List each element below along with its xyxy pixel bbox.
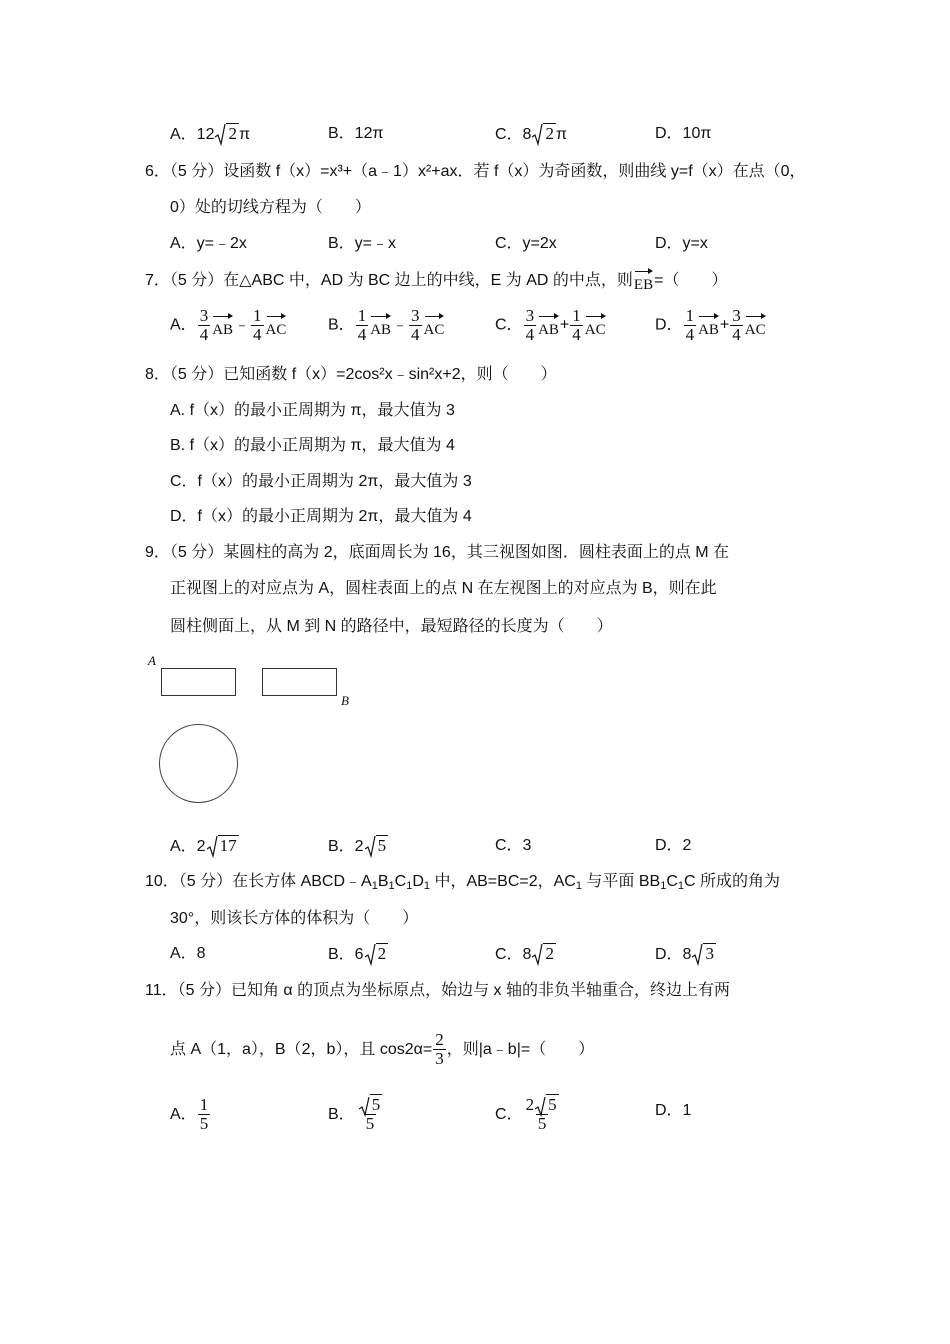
vector-ac: AC [266, 313, 287, 341]
q6-option-a: A．y=﹣2x [170, 235, 247, 252]
q10-stem-line1: 10．（5 分）在长方体 $ABCD﹣A_1B_1C_1D_1$ 中，AB=BC=2，$AC_1$ 与平面 $BB_1C_1C$ 所成的角为 [145, 873, 781, 892]
q6-option-b: B．y=﹣x [328, 235, 397, 252]
q8-option-c: C．f（x）的最小正周期为 2π，最大值为 3 [170, 473, 472, 490]
vector-ac: AC [745, 313, 766, 341]
sqrt-sign: 5 [535, 1096, 559, 1114]
q8-option-a: A. f（x）的最小正周期为 π，最大值为 3 [170, 402, 455, 419]
q11-option-a: A． $\frac{1}{5}$ [170, 1095, 209, 1134]
q5-option-a: A．12 2 π [170, 123, 250, 146]
vector-ac: AC [424, 313, 445, 341]
q11-option-d: D．1 [655, 1102, 692, 1119]
fraction: 2 5 5 [525, 1095, 557, 1134]
q9-option-d: D．2 [655, 837, 692, 854]
q6-option-c: C．y=2x [495, 235, 557, 252]
vector-eb: EB [634, 268, 653, 296]
fraction: $\frac{5}{5}$ [356, 1096, 385, 1133]
q6-option-d: D．y=x [655, 235, 708, 252]
q8-option-b: B. f（x）的最小正周期为 π，最大值为 4 [170, 437, 455, 454]
fraction: $\frac{1}{4}$ [357, 306, 367, 344]
q7-stem: 7．（5 分）在△ABC 中，AD 为 BC 边上的中线，E 为 AD 的中点，则EB=（ ） [145, 268, 727, 296]
q10-option-b: B．6 2 [328, 943, 388, 966]
q9-option-a: A．2 17 [170, 835, 239, 858]
sqrt-sign: 3 [692, 943, 716, 966]
q7-option-c: C． $\frac{3}{4}$ AB+ $\frac{1}{4}$ AC [495, 306, 606, 344]
fraction: $\frac{1}{4}$ [685, 306, 695, 344]
q8-option-d: D．f（x）的最小正周期为 2π，最大值为 4 [170, 508, 472, 525]
q11-stem-line2: 点 A（1，a），B（2，b），且 cos2α= $\frac{2}{3}$ ，则|a﹣b|=（ ） [170, 1030, 595, 1069]
front-view-rectangle [161, 668, 236, 696]
fraction: $\frac{1}{4}$ [572, 306, 581, 344]
q6-stem-line1: 6．（5 分）设函数 f（x）=x³+（a﹣1）x²+ax．若 f（x）为奇函数，则曲线 y=f（x）在点（0， [145, 163, 806, 180]
vector-ab: AB [370, 313, 391, 341]
fraction: $\frac{1}{5}$ [199, 1095, 209, 1134]
q11-option-b: B． $\frac{5}{5}$ [328, 1095, 385, 1135]
q5-option-b: B．12π [328, 125, 384, 142]
top-view-circle [159, 724, 238, 803]
q5-option-a-coef: A．12 [170, 126, 215, 143]
fraction: $\frac{2}{3}$ [435, 1030, 444, 1069]
vector-ab: AB [698, 313, 719, 341]
q9-stem-line2: 正视图上的对应点为 A，圆柱表面上的点 N 在左视图上的对应点为 B，则在此 [170, 580, 717, 597]
q5-option-d: D．10π [655, 125, 712, 142]
q11-stem-line1: 11．（5 分）已知角 α 的顶点为坐标原点，始边与 x 轴的非负半轴重合，终边上有两 [145, 982, 730, 999]
q10-option-a: A．8 [170, 945, 206, 962]
q10-option-c: C．8 2 [495, 943, 556, 966]
q9-option-b: B．2 5 [328, 835, 388, 858]
sqrt-sign: 5 [365, 835, 389, 858]
q9-option-c: C．3 [495, 837, 532, 854]
q10-option-d: D．8 3 [655, 943, 716, 966]
q9-stem-line1: 9．（5 分）某圆柱的高为 2，底面周长为 16，其三视图如图．圆柱表面上的点 M 在 [145, 544, 730, 561]
fraction: $\frac{3}{4}$ [199, 306, 209, 344]
vector-ab: AB [212, 313, 233, 341]
sqrt-sign: 2 [532, 123, 556, 146]
q7-option-b: B． $\frac{1}{4}$ AB﹣ $\frac{3}{4}$ AC [328, 306, 445, 344]
q8-stem: 8．（5 分）已知函数 f（x）=2cos²x﹣sin²x+2，则（ ） [145, 366, 557, 383]
q10-stem-line2: 30°，则该长方体的体积为（ ） [170, 910, 419, 927]
side-view-rectangle [262, 668, 337, 696]
q7-option-a: A． $\frac{3}{4}$ AB﹣ $\frac{1}{4}$ AC [170, 306, 287, 344]
vector-ac: AC [585, 313, 606, 341]
fraction: $\frac{3}{4}$ [411, 306, 420, 344]
vector-ab: AB [538, 313, 559, 341]
q7-option-d: D． $\frac{1}{4}$ AB+ $\frac{3}{4}$ AC [655, 306, 766, 344]
sqrt-sign: 2 [365, 943, 389, 966]
fraction: $\frac{3}{4}$ [525, 306, 535, 344]
figure-label-b: B [341, 693, 349, 708]
fraction: $\frac{3}{4}$ [732, 306, 741, 344]
sqrt-sign: 5 [359, 1096, 383, 1114]
q11-option-c: C． 2 5 5 [495, 1095, 562, 1135]
q6-stem-line2: 0）处的切线方程为（ ） [170, 199, 371, 216]
sqrt-sign: 17 [207, 835, 239, 858]
fraction: $\frac{1}{4}$ [253, 306, 262, 344]
figure-label-a: A [148, 653, 156, 668]
q9-stem-line3: 圆柱侧面上，从 M 到 N 的路径中，最短路径的长度为（ ） [170, 618, 613, 635]
sqrt-sign: 2 [532, 943, 556, 966]
sqrt-sign: 2 [215, 123, 239, 146]
q5-option-c: C．8 2 π [495, 123, 567, 146]
